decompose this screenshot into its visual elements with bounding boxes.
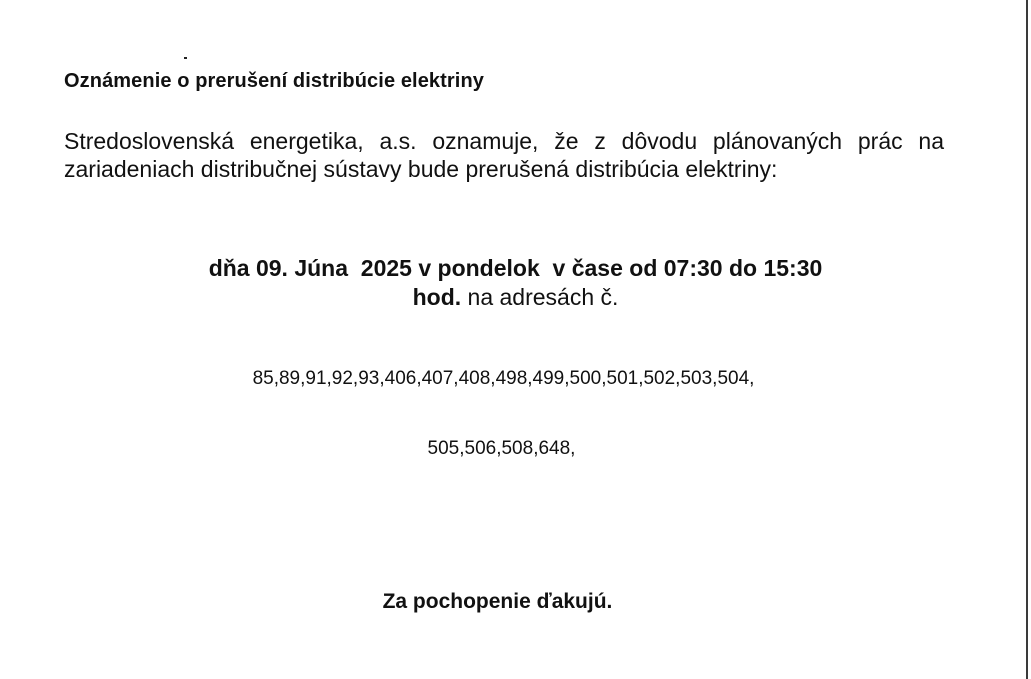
scan-speck xyxy=(184,57,187,59)
outage-address-label: na adresách č. xyxy=(461,284,619,310)
address-numbers-line-2: 505,506,508,648, xyxy=(427,438,576,459)
scan-edge-border xyxy=(1026,0,1028,679)
outage-hours-abbrev: hod. xyxy=(412,284,462,310)
notice-intro-paragraph: Stredoslovenská energetika, a.s. oznamuje, že z dôvodu plánovaných prác na zariadeniach distribučnej sústavy bude prerušená distribúcia elektriny: xyxy=(64,128,944,182)
outage-date-time: dňa 09. Júna 2025 v pondelok v čase od 07:30 do 15:30 xyxy=(208,255,823,281)
thanks-closing: Za pochopenie ďakujú. xyxy=(382,590,613,613)
notice-heading: Oznámenie o prerušení distribúcie elektriny xyxy=(64,70,484,92)
address-numbers-line-1: 85,89,91,92,93,406,407,408,498,499,500,501,502,503,504, xyxy=(252,368,755,389)
outage-date-line xyxy=(0,254,1031,312)
